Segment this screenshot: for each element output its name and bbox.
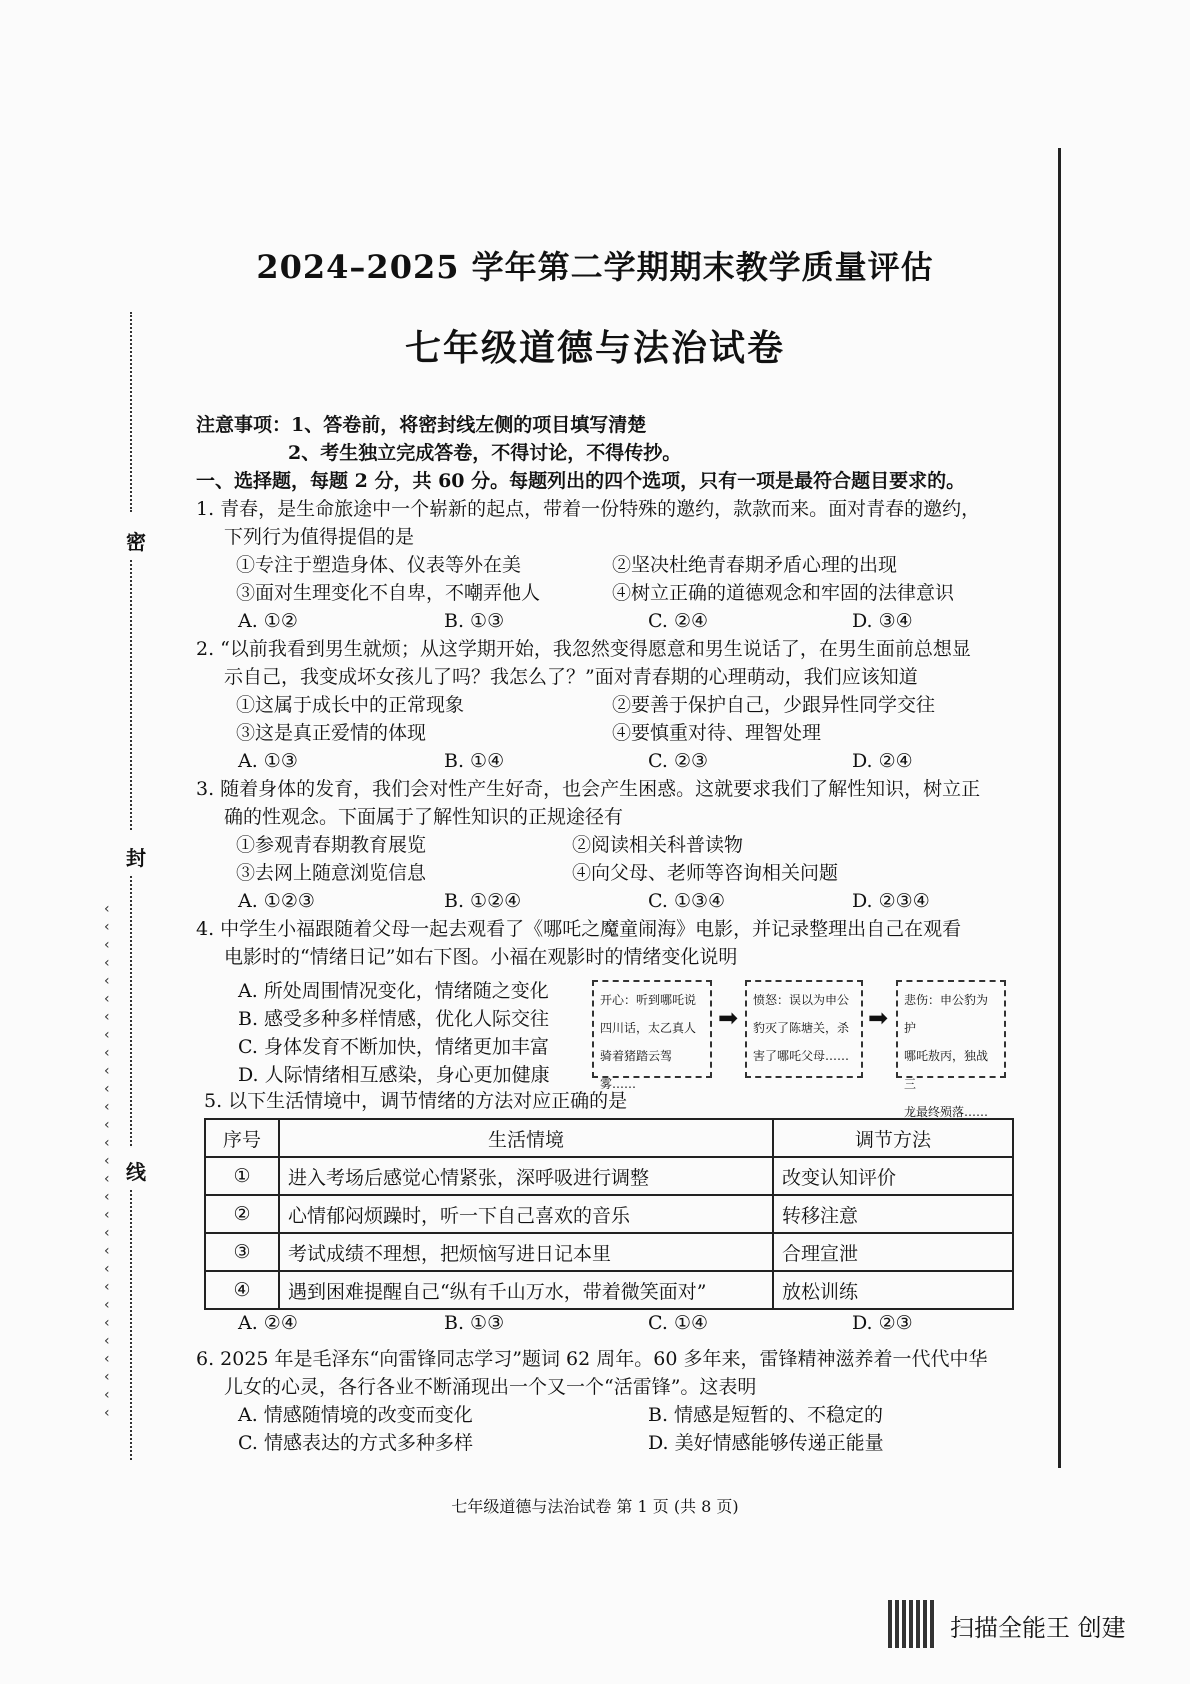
question-stem: 示自己，我变成坏女孩儿了吗？我怎么了？”面对青春期的心理萌动，我们应该知道 bbox=[224, 666, 918, 688]
diary-box-sad bbox=[896, 980, 1006, 1119]
diary-line: 愤怒：误以为申公 bbox=[753, 993, 850, 1007]
answer-option: D. ②④ bbox=[852, 750, 913, 772]
binding-char-xian: 线 bbox=[126, 1160, 146, 1184]
question-stem: 下列行为值得提倡的是 bbox=[224, 526, 415, 548]
diary-line: 雾…… bbox=[600, 1077, 637, 1091]
arrow-icon: ➡ bbox=[718, 1004, 739, 1032]
diary-line: 开心：听到哪吒说 bbox=[600, 993, 697, 1007]
question-stem: 2. “以前我看到男生就烦；从这学期开始，我忽然变得愿意和男生说话了，在男生面前总想显 bbox=[196, 638, 971, 660]
question-item: ④向父母、老师等咨询相关问题 bbox=[572, 862, 839, 884]
question-item: ③面对生理变化不自卑，不嘲弄他人 bbox=[236, 582, 541, 604]
table-header: 序号 bbox=[205, 1119, 279, 1157]
question-item: ②阅读相关科普读物 bbox=[572, 834, 744, 856]
table-header: 生活情境 bbox=[279, 1119, 773, 1157]
answer-option: C. ①③④ bbox=[648, 890, 726, 912]
diary-box-angry bbox=[745, 980, 863, 1078]
answer-option: A. ①② bbox=[238, 610, 298, 632]
scanner-watermark: 扫描全能王 创建 bbox=[950, 1614, 1126, 1642]
question-item: ①参观青春期教育展览 bbox=[236, 834, 427, 856]
answer-option: D. ②③ bbox=[852, 1312, 913, 1334]
diary-line: 龙最终殒落…… bbox=[904, 1105, 989, 1119]
answer-option: B. 情感是短暂的、不稳定的 bbox=[648, 1404, 884, 1426]
binding-dotted-line bbox=[130, 1190, 132, 1460]
diary-line: 哪吒敖丙，独战三 bbox=[904, 1049, 989, 1091]
question-stem: 3. 随着身体的发育，我们会对性产生好奇，也会产生困惑。这就要求我们了解性知识，树立正 bbox=[196, 778, 981, 800]
question-item: ②坚决杜绝青春期矛盾心理的出现 bbox=[612, 554, 898, 576]
binding-dotted-line bbox=[130, 560, 132, 830]
binding-char-feng: 封 bbox=[126, 846, 146, 870]
answer-option: C. 情感表达的方式多种多样 bbox=[238, 1432, 473, 1454]
answer-option: C. ②④ bbox=[648, 610, 709, 632]
question-stem: 6. 2025 年是毛泽东“向雷锋同志学习”题词 62 周年。60 多年来，雷锋精神滋养着一代代中华 bbox=[196, 1348, 988, 1370]
notes-label: 注意事项：1、答卷前，将密封线左侧的项目填写清楚 bbox=[196, 414, 647, 436]
question-item: ①专注于塑造身体、仪表等外在美 bbox=[236, 554, 522, 576]
answer-option: A. ①②③ bbox=[238, 890, 315, 912]
emotion-table bbox=[204, 1118, 1014, 1310]
question-item: ④要慎重对待、理智处理 bbox=[612, 722, 822, 744]
question-item: ④树立正确的道德观念和牢固的法律意识 bbox=[612, 582, 955, 604]
section-heading: 一、选择题，每题 2 分，共 60 分。每题列出的四个选项，只有一项是最符合题目要求的。 bbox=[196, 470, 966, 492]
question-item: ③这是真正爱情的体现 bbox=[236, 722, 427, 744]
answer-option: A. ②④ bbox=[238, 1312, 298, 1334]
diary-line: 悲伤：申公豹为护 bbox=[904, 993, 989, 1035]
exam-title: 2024–2025 学年第二学期期末教学质量评估 bbox=[256, 248, 934, 286]
answer-option: B. ①③ bbox=[444, 1312, 505, 1334]
diary-line: 四川话，太乙真人 bbox=[600, 1021, 697, 1035]
answer-option: B. ①③ bbox=[444, 610, 505, 632]
answer-option: B. 感受多种多样情感，优化人际交往 bbox=[238, 1008, 550, 1030]
answer-option: B. ①④ bbox=[444, 750, 505, 772]
answer-option: C. ①④ bbox=[648, 1312, 709, 1334]
question-item: ②要善于保护自己，少跟异性同学交往 bbox=[612, 694, 936, 716]
diary-box-happy bbox=[592, 980, 712, 1091]
answer-option: D. ②③④ bbox=[852, 890, 930, 912]
question-5-stem: 5. 以下生活情境中，调节情绪的方法对应正确的是 bbox=[204, 1090, 628, 1112]
question-item: ①这属于成长中的正常现象 bbox=[236, 694, 465, 716]
qr-code-icon bbox=[888, 1600, 936, 1648]
diary-line: 骑着猪踏云驾 bbox=[600, 1049, 673, 1063]
exam-subtitle: 七年级道德与法治试卷 bbox=[404, 327, 785, 369]
answer-option: B. ①②④ bbox=[444, 890, 522, 912]
arrow-icon: ➡ bbox=[868, 1004, 889, 1032]
table-row: ② 心情郁闷烦躁时，听一下自己喜欢的音乐 转移注意 bbox=[205, 1195, 1013, 1233]
answer-option: A. 情感随情境的改变而变化 bbox=[238, 1404, 473, 1426]
table-row: ③ 考试成绩不理想，把烦恼写进日记本里 合理宣泄 bbox=[205, 1233, 1013, 1271]
question-item: ③去网上随意浏览信息 bbox=[236, 862, 427, 884]
table-row: ④ 遇到困难提醒自己“纵有千山万水，带着微笑面对” 放松训练 bbox=[205, 1271, 1013, 1309]
binding-dotted-line bbox=[130, 876, 132, 1146]
answer-option: D. 人际情绪相互感染，身心更加健康 bbox=[238, 1064, 550, 1086]
notes-item: 2、考生独立完成答卷，不得讨论，不得传抄。 bbox=[288, 442, 682, 464]
question-stem: 确的性观念。下面属于了解性知识的正规途径有 bbox=[224, 806, 624, 828]
table-row: ① 进入考场后感觉心情紧张，深呼吸进行调整 改变认知评价 bbox=[205, 1157, 1013, 1195]
table-header: 调节方法 bbox=[773, 1119, 1013, 1157]
question-stem: 儿女的心灵，各行各业不断涌现出一个又一个“活雷锋”。这表明 bbox=[224, 1376, 757, 1398]
answer-option: C. ②③ bbox=[648, 750, 709, 772]
answer-option: D. ③④ bbox=[852, 610, 913, 632]
answer-option: D. 美好情感能够传递正能量 bbox=[648, 1432, 884, 1454]
question-stem: 1. 青春，是生命旅途中一个崭新的起点，带着一份特殊的邀约，款款而来。面对青春的邀约， bbox=[196, 498, 981, 520]
answer-option: A. 所处周围情况变化，情绪随之变化 bbox=[238, 980, 549, 1002]
diary-line: 豹灭了陈塘关，杀 bbox=[753, 1021, 850, 1035]
question-stem: 电影时的“情绪日记”如右下图。小福在观影时的情绪变化说明 bbox=[224, 946, 738, 968]
binding-char-mi: 密 bbox=[126, 530, 146, 554]
answer-option: A. ①③ bbox=[238, 750, 298, 772]
binding-marks: ‹ ‹ ‹ ‹ ‹ ‹ ‹ ‹ ‹ ‹ ‹ ‹ ‹ ‹ ‹ ‹ ‹ ‹ ‹ ‹ ‹ ‹ ‹ ‹ ‹ ‹ ‹ ‹ ‹ bbox=[104, 901, 110, 1421]
question-stem: 4. 中学生小福跟随着父母一起去观看了《哪吒之魔童闹海》电影，并记录整理出自己在观看 bbox=[196, 918, 962, 940]
page-footer: 七年级道德与法治试卷 第 1 页 (共 8 页) bbox=[451, 1497, 739, 1516]
answer-option: C. 身体发育不断加快，情绪更加丰富 bbox=[238, 1036, 549, 1058]
diary-line: 害了哪吒父母…… bbox=[753, 1049, 850, 1063]
